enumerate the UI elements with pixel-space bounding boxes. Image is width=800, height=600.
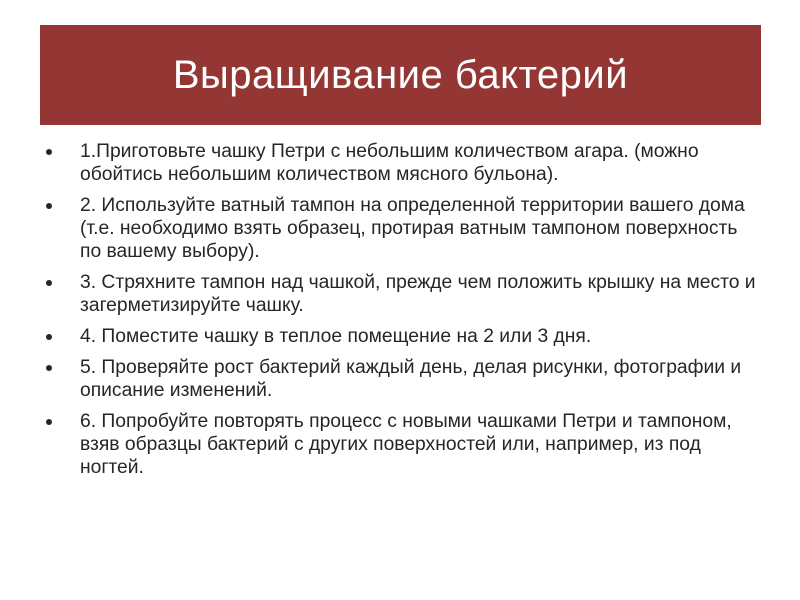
title-bar — [40, 25, 761, 125]
list-item — [44, 194, 760, 263]
slide-title: Выращивание бактерий — [172, 52, 629, 97]
list-item-text: 3. Стряхните тампон над чашкой, прежде чем положить крышку на место и загерметизируйте чашку. — [80, 272, 756, 316]
list-item-text: 2. Используйте ватный тампон на определенной территории вашего дома (т.е. необходимо взять образец, протирая ватным тампоном поверхность по вашему выбору). — [80, 195, 745, 262]
list-item-text: 1.Приготовьте чашку Петри с небольшим количеством агара. (можно обойтись небольшим количеством мясного бульона). — [80, 141, 699, 185]
bullet-icon — [46, 149, 52, 155]
list-item — [44, 356, 760, 402]
list-item — [44, 325, 760, 348]
bullet-icon — [46, 280, 52, 286]
bullet-icon — [46, 419, 52, 425]
bullet-list — [44, 140, 760, 479]
slide-content — [44, 140, 760, 487]
list-item — [44, 140, 760, 186]
list-item — [44, 410, 760, 479]
list-item — [44, 271, 760, 317]
bullet-icon — [46, 203, 52, 209]
bullet-icon — [46, 365, 52, 371]
bullet-icon — [46, 334, 52, 340]
list-item-text: 6. Попробуйте повторять процесс с новыми чашками Петри и тампоном, взяв образцы бактерий с других поверхностей или, например, из под ногтей. — [80, 411, 732, 478]
list-item-text: 4. Поместите чашку в теплое помещение на 2 или 3 дня. — [80, 326, 592, 347]
list-item-text: 5. Проверяйте рост бактерий каждый день, делая рисунки, фотографии и описание изменений. — [80, 357, 742, 401]
